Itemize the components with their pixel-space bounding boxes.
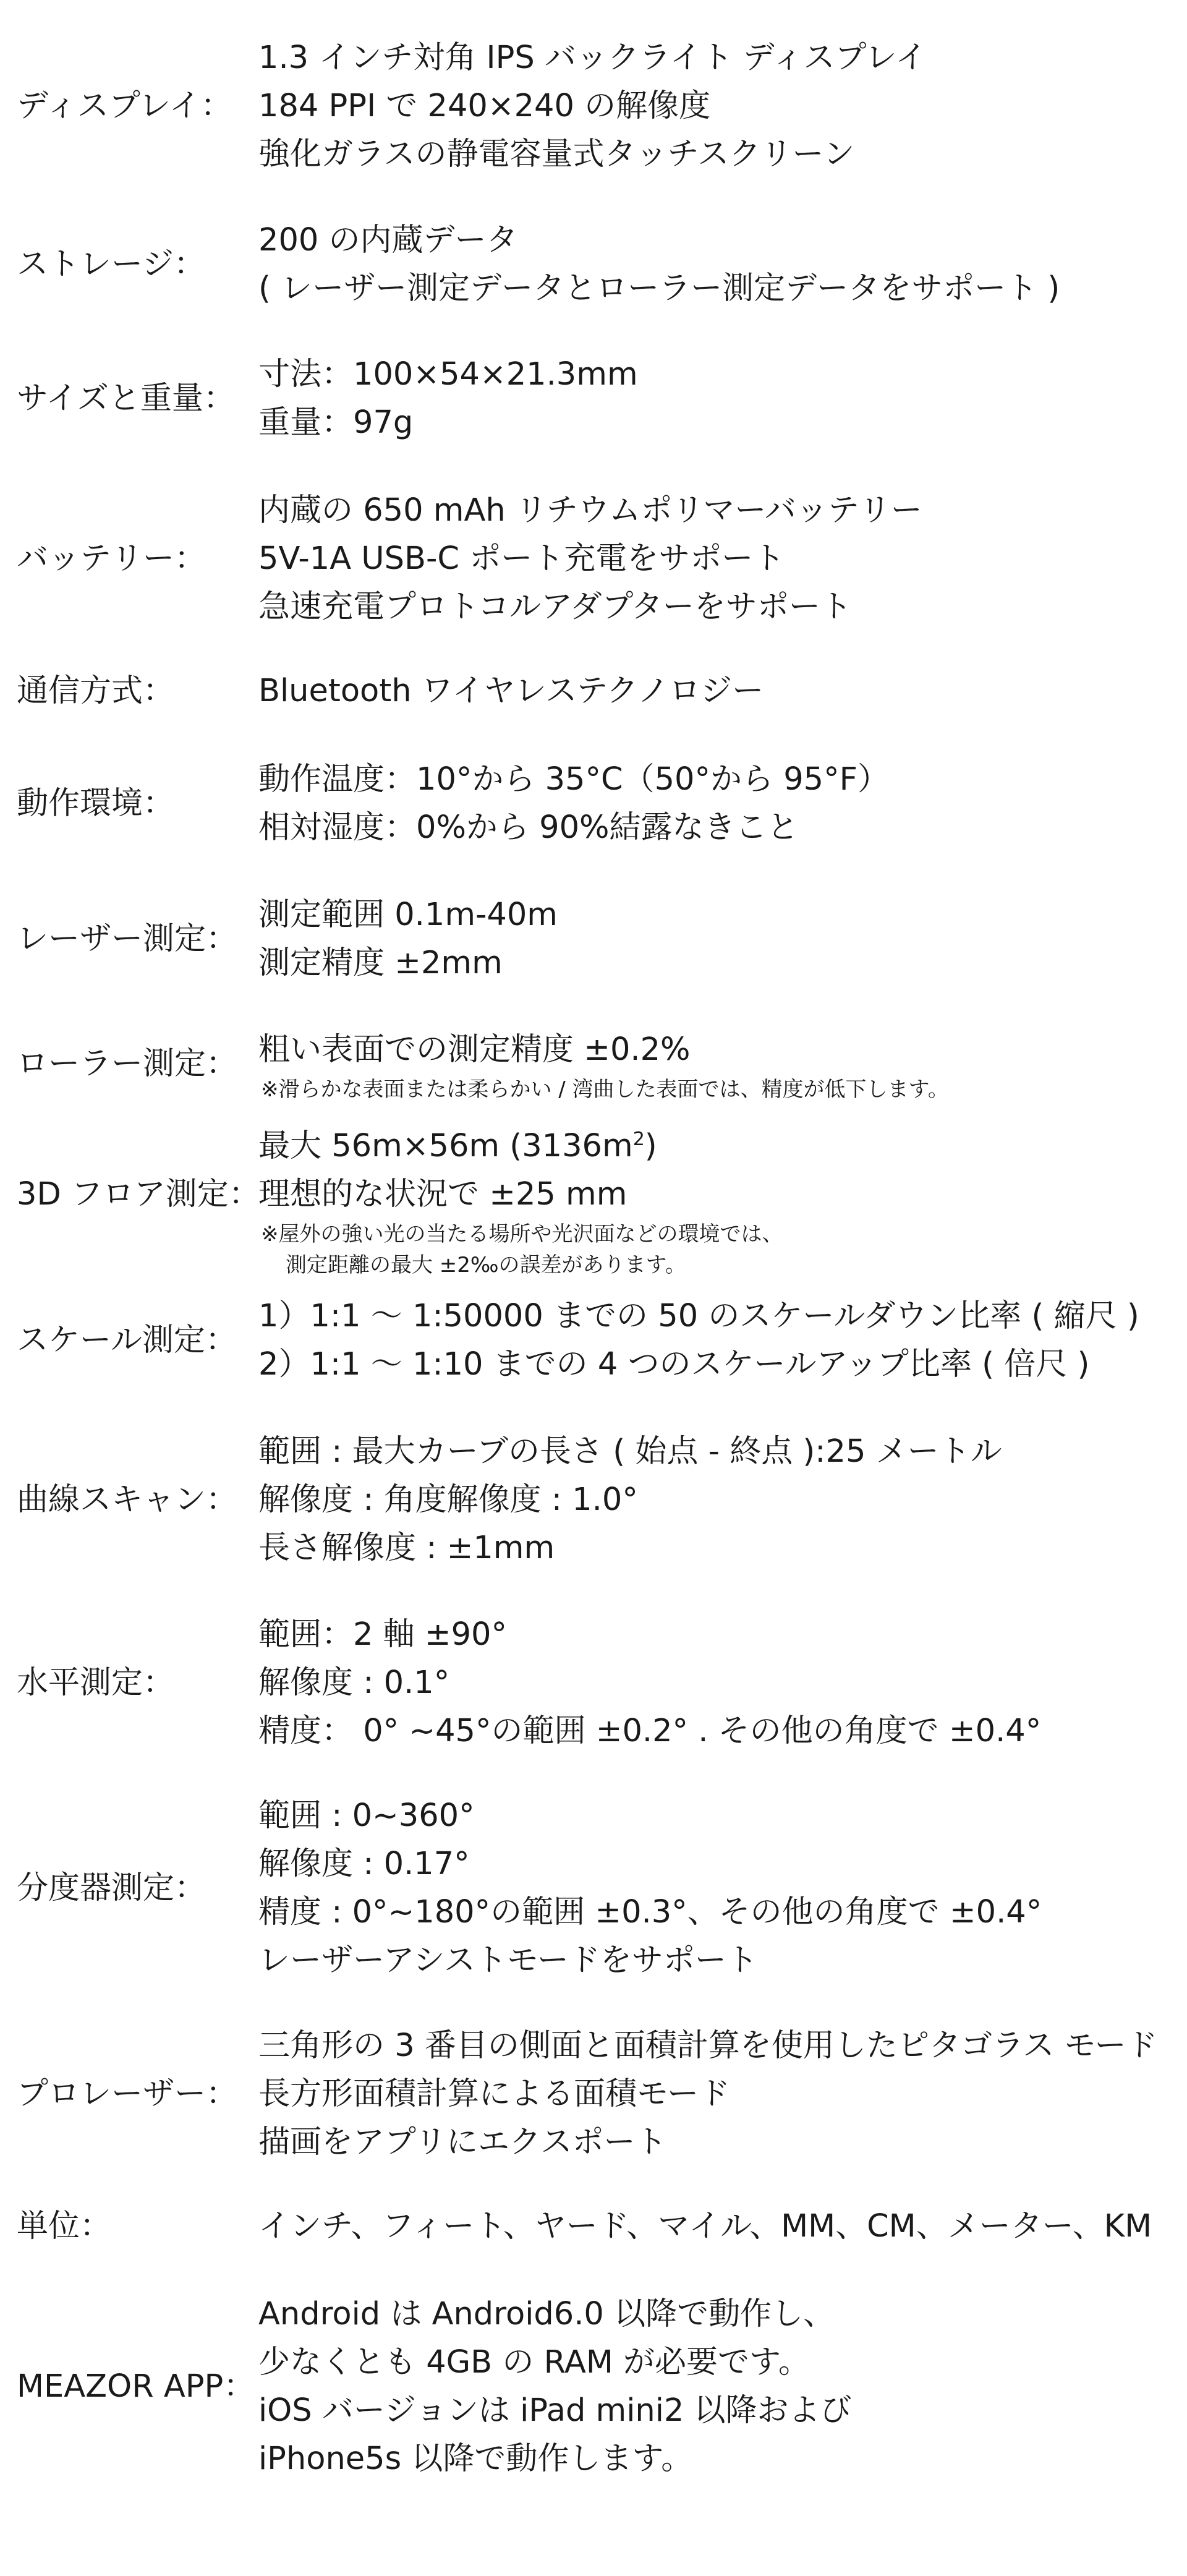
- spec-value-line: 測定範囲 0.1m-40m: [258, 897, 558, 933]
- spec-note: ※屋外の強い光の当たる場所や光沢面などの環境では、: [261, 1222, 783, 1247]
- spec-note: 測定距離の最大 ±2‰の誤差があります。: [286, 1253, 686, 1277]
- spec-value-line: iPhone5s 以降で動作します。: [258, 2441, 693, 2477]
- spec-values: [258, 34, 1180, 179]
- spec-label: MEAZOR APP：: [17, 2368, 255, 2405]
- spec-value-line: 範囲：2 軸 ±90°: [258, 1616, 507, 1653]
- spec-values: [258, 351, 1180, 447]
- spec-label: 曲線スキャン：: [17, 1482, 238, 1518]
- spec-label: 水平測定：: [17, 1665, 175, 1701]
- spec-label: ストレージ：: [17, 246, 205, 283]
- spec-label: プロレーザー：: [17, 2076, 238, 2112]
- spec-value-line: 重量：97g: [258, 404, 414, 441]
- spec-label: レーザー測定：: [17, 921, 238, 957]
- spec-value-line: 精度： 0° ~45°の範囲 ±0.2° . その他の角度で ±0.4°: [258, 1713, 1042, 1749]
- spec-values: [258, 216, 1180, 313]
- spec-value-line: インチ、フィート、ヤード、マイル、MM、CM、メーター、KM: [258, 2208, 1152, 2245]
- spec-value-line: Android は Android6.0 以降で動作し、: [258, 2296, 835, 2332]
- spec-value-line: 測定精度 ±2mm: [258, 945, 503, 981]
- spec-label: 3D フロア測定：: [17, 1176, 260, 1213]
- spec-label: バッテリー：: [17, 540, 206, 577]
- spec-values: [258, 667, 1180, 715]
- squared-superscript: 2: [632, 1128, 645, 1150]
- spec-values: [258, 2203, 1180, 2251]
- spec-value-line: 精度 : 0°~180°の範囲 ±0.3°、その他の角度で ±0.4°: [258, 1894, 1042, 1930]
- spec-value-line: 理想的な状況で ±25 mm: [258, 1176, 628, 1213]
- spec-value-line: 三角形の 3 番目の側面と面積計算を使用したピタゴラス モード: [258, 2028, 1158, 2064]
- spec-label: 動作環境：: [17, 785, 175, 822]
- spec-values: [258, 756, 1180, 852]
- spec-value-line: 184 PPI で 240×240 の解像度: [258, 88, 711, 124]
- spec-value-line: iOS バージョンは iPad mini2 以降および: [258, 2392, 852, 2429]
- spec-value-line: 急速充電プロトコルアダプターをサポート: [258, 589, 852, 625]
- spec-value-line: 描画をアプリにエクスポート: [258, 2124, 667, 2160]
- spec-value-line: 長さ解像度 : ±1mm: [258, 1530, 555, 1566]
- spec-value-line: 範囲 : 0~360°: [258, 1798, 475, 1834]
- spec-values: [258, 1428, 1180, 1572]
- spec-label: ディスプレイ：: [17, 88, 232, 124]
- spec-note: ※滑らかな表面または柔らかい / 湾曲した表面では、精度が低下します。: [261, 1077, 949, 1102]
- spec-value-line: 長方形面積計算による面積モード: [258, 2076, 730, 2112]
- spec-value-line: 5V-1A USB-C ポート充電をサポート: [258, 540, 785, 577]
- spec-value-line: 範囲 : 最大カーブの長さ ( 始点 - 終点 ):25 メートル: [258, 1433, 1002, 1470]
- spec-value-line: 解像度 : 0.1°: [258, 1665, 450, 1701]
- spec-value-line: 寸法：100×54×21.3mm: [258, 356, 638, 393]
- spec-values: [258, 1122, 1180, 1281]
- floor-area-text: 最大 56m×56m (3136m: [258, 1128, 633, 1164]
- spec-value-line: ( レーザー測定データとローラー測定データをサポート ): [258, 270, 1060, 307]
- spec-values: [258, 1026, 1180, 1105]
- spec-value-line: Bluetooth ワイヤレステクノロジー: [258, 673, 764, 709]
- spec-values: [258, 1292, 1180, 1389]
- spec-label: 単位：: [17, 2208, 112, 2245]
- spec-label: サイズと重量：: [17, 380, 235, 417]
- spec-value-line: 解像度 : 角度解像度 : 1.0°: [258, 1482, 638, 1518]
- spec-value-line: 粗い表面での測定精度 ±0.2%: [258, 1031, 691, 1068]
- spec-values: [258, 1792, 1180, 1985]
- spec-value-line: 2）1:1 〜 1:10 までの 4 つのスケールアップ比率 ( 倍尺 ): [258, 1346, 1090, 1383]
- spec-values: [258, 2290, 1180, 2483]
- spec-value-line: 1.3 インチ対角 IPS バックライト ディスプレイ: [258, 40, 927, 76]
- spec-label: 通信方式：: [17, 673, 175, 709]
- spec-value-line: レーザーアシストモードをサポート: [258, 1942, 758, 1979]
- spec-values: [258, 2022, 1180, 2167]
- spec-values: [258, 487, 1180, 631]
- spec-value-line: 動作温度：10°から 35°C（50°から 95°F）: [258, 761, 889, 798]
- spec-values: [258, 891, 1180, 987]
- spec-label: スケール測定：: [17, 1322, 237, 1358]
- spec-label: ローラー測定：: [17, 1046, 238, 1082]
- spec-value-line: 相対湿度：0%から 90%結露なきこと: [258, 809, 799, 846]
- spec-value-line: 解像度 : 0.17°: [258, 1846, 470, 1882]
- spec-value-line: [258, 1122, 1180, 1171]
- spec-value-line: 強化ガラスの静電容量式タッチスクリーン: [258, 136, 855, 173]
- spec-value-line: 少なくとも 4GB の RAM が必要です。: [258, 2344, 810, 2381]
- spec-value-line: 1）1:1 〜 1:50000 までの 50 のスケールダウン比率 ( 縮尺 ): [258, 1298, 1139, 1334]
- floor-area-close: ): [644, 1128, 657, 1164]
- spec-label: 分度器測定：: [17, 1870, 206, 1906]
- spec-value-line: 内蔵の 650 mAh リチウムポリマーバッテリー: [258, 492, 922, 529]
- spec-value-line: 200 の内蔵データ: [258, 222, 518, 258]
- spec-values: [258, 1611, 1180, 1755]
